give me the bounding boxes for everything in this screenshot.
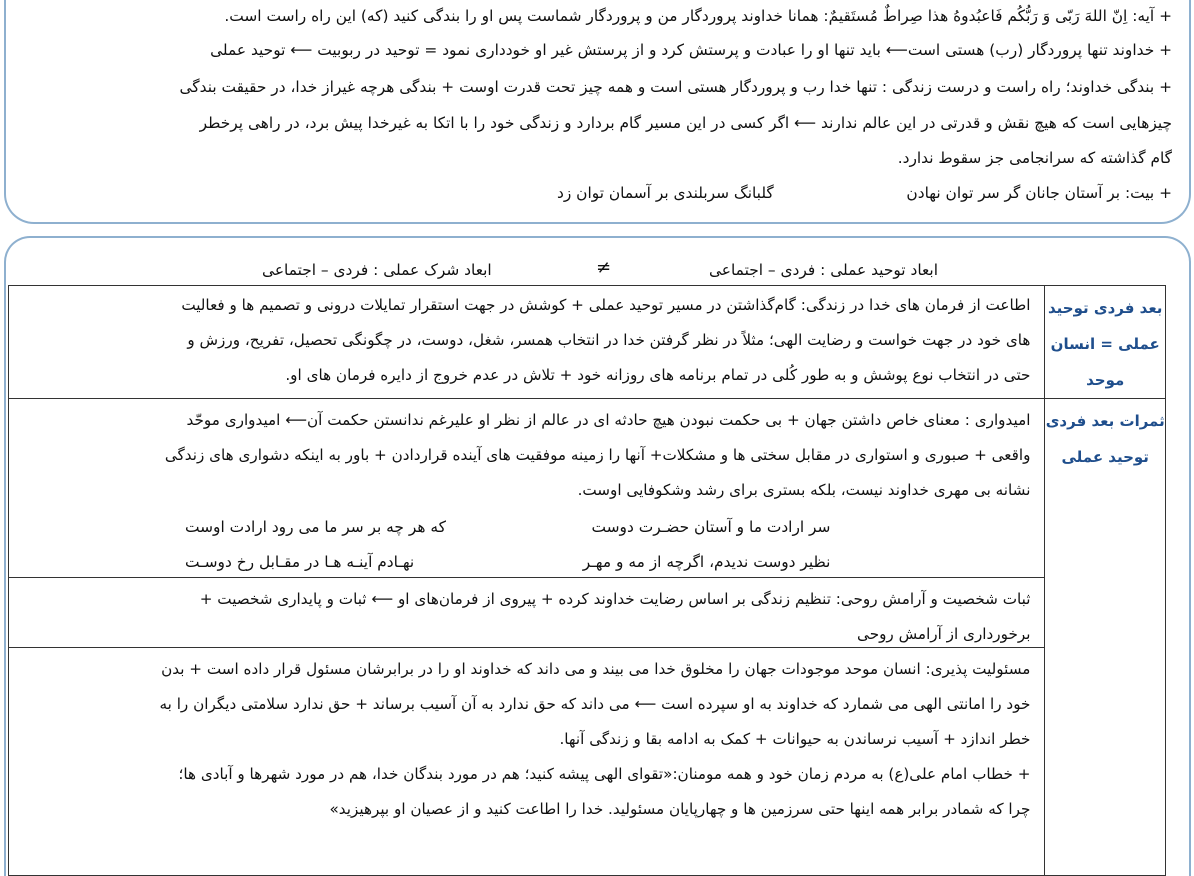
poem-hemistich-right: سر ارادت ما و آستان حضـرت دوست	[591, 518, 831, 536]
content-table	[8, 285, 1166, 876]
poem-hemistich-left: نهـادم آینـه هـا در مقـابل رخ دوسـت	[185, 553, 415, 571]
bandegi-line-2: چیزهایی است که هیچ نقش و قدرتی در این عالم ندارند ⟵ اگر کسی در این مسیر گام بردارد و زندگی خود را با اتکا به غیرخدا پیش برد، در راهی پرخطر	[199, 114, 1172, 132]
stability-block	[9, 577, 1044, 647]
heading-tawhid-dimensions: ابعاد توحید عملی : فردی – اجتماعی	[708, 261, 938, 279]
responsibility-text-line: خطر اندازد + آسیب نرساندن به حیوانات + کمک به ادامه بقا و زندگی آنها.	[559, 730, 1031, 748]
rububiyat-line: + خداوند تنها پروردگار (رب) هستی است⟵ باید تنها او را عبادت و پرستش کرد و از پرستش غیر او خودداری نمود = توحید در ربوبیت ⟵ توحید عملی	[210, 41, 1172, 59]
responsibility-text-line: مسئولیت پذیری: انسان موحد موجودات جهان را مخلوق خدا می بیند و می داند که خداوند او را در برابرشان مسئول قرار داده است + بدن	[161, 660, 1031, 678]
heading-shirk-dimensions: ابعاد شرک عملی : فردی – اجتماعی	[262, 261, 492, 279]
row2-header-cell	[1045, 399, 1166, 876]
row1-text-line: حتی در انتخاب نوع پوشش و به طور کُلی در تمام برنامه های روزانه خود + تلاش در عدم خروج از دایره فرمان های او.	[285, 366, 1031, 384]
not-equal-sign: ≠	[596, 257, 612, 278]
hope-text-line: واقعی + صبوری و استواری در مقابل سختی ها و مشکلات+ آنها را زمینه موفقیت های آینده قراردادن + باور به اینکه دشواری های زندگی	[164, 446, 1031, 464]
table-row	[9, 286, 1166, 399]
row2-header-line: توحید عملی	[1061, 448, 1149, 466]
bandegi-line-3: گام گذاشته که سرانجامی جز سقوط ندارد.	[897, 149, 1172, 167]
poem-hemistich-right: نظیر دوست ندیدم، اگرچه از مه و مهـر	[582, 553, 831, 571]
responsibility-block	[9, 647, 1044, 871]
table-row	[9, 399, 1166, 876]
row1-header-cell	[1045, 286, 1166, 399]
row1-header-line: موحد	[1086, 371, 1125, 389]
row2-header-line: ثمرات بعد فردی	[1045, 412, 1165, 430]
stability-text-line: برخورداری از آرامش روحی	[857, 625, 1031, 643]
responsibility-text-line: چرا که شمادر برابر همه اینها حتی سرزمین ها و چهارپایان مسئولید. خدا را اطاعت کنید و از عصیان او بپرهیزید»	[329, 800, 1031, 818]
row1-text-line: اطاعت از فرمان های خدا در زندگی: گام‌گذاشتن در مسیر توحید عملی + کوشش در جهت استقرار تمایلات درونی و تصمیم ها و فعالیت	[181, 296, 1031, 314]
row1-body-cell	[9, 286, 1045, 399]
stability-text-line: ثبات شخصیت و آرامش روحی: تنظیم زندگی بر اساس رضایت خداوند کرده + پیروی از فرمان‌های او ⟵ ثبات و پایداری شخصیت +	[199, 590, 1031, 608]
row2-body-cell	[9, 399, 1045, 876]
row1-text-line: های خود در جهت خواست و رضایت الهی؛ مثلاً در نظر گرفتن خدا در انتخاب همسر، شغل، دوست، در چگونگی تحصیل، تفریح، ورزش و	[187, 331, 1031, 349]
hope-block	[9, 399, 1044, 577]
row1-header-line: عملی = انسان	[1050, 335, 1160, 353]
responsibility-text-line: خود را امانتی الهی می شمارد که خداوند به او سپرده است ⟵ می داند که حق ندارد به آن آسیب برساند + حق ندارد سلامتی دیگران را به	[159, 695, 1031, 713]
bandegi-line-1: + بندگی خداوند؛ راه راست و درست زندگی : تنها خدا رب و پروردگار هستی است و همه چیز تحت قدرت اوست + بندگی هرچه غیراز خدا، در حقیقت بندگی	[179, 78, 1172, 96]
row1-header-line: بعد فردی توحید	[1047, 299, 1163, 317]
responsibility-text-line: + خطاب امام علی(ع) به مردم زمان خود و همه مومنان:«تقوای الهی پیشه کنید؛ هم در مورد بندگان خدا، هم در مورد شهرها و آبادی ها؛	[178, 765, 1031, 783]
poem-hemistich-right: + بیت: بر آستان جانان گر سر توان نهادن	[906, 184, 1172, 202]
hope-text-line: نشانه بی مهری خداوند نیست، بلکه بستری برای رشد وشکوفایی اوست.	[577, 481, 1031, 499]
verse-line: + آیه: اِنّ اللهَ رَبّی وَ رَبُّکُم فَاعبُدوهُ هذا صِراطٌ مُستَقیمٌ: همانا خداوند پروردگار من و پروردگار شماست پس او را بندگی کنید (که) این راه راست است.	[224, 7, 1172, 25]
poem-hemistich-left: که هر چه بر سر ما می رود ارادت اوست	[185, 518, 446, 536]
hope-text-line: امیدواری : معنای خاص داشتن جهان + بی حکمت نبودن هیچ حادثه ای در عالم از نظر او علیرغم ندانستن حکمت آن⟵ امیدواری موحّد	[186, 411, 1031, 429]
poem-hemistich-left: گلبانگ سربلندی بر آسمان توان زد	[557, 184, 774, 202]
